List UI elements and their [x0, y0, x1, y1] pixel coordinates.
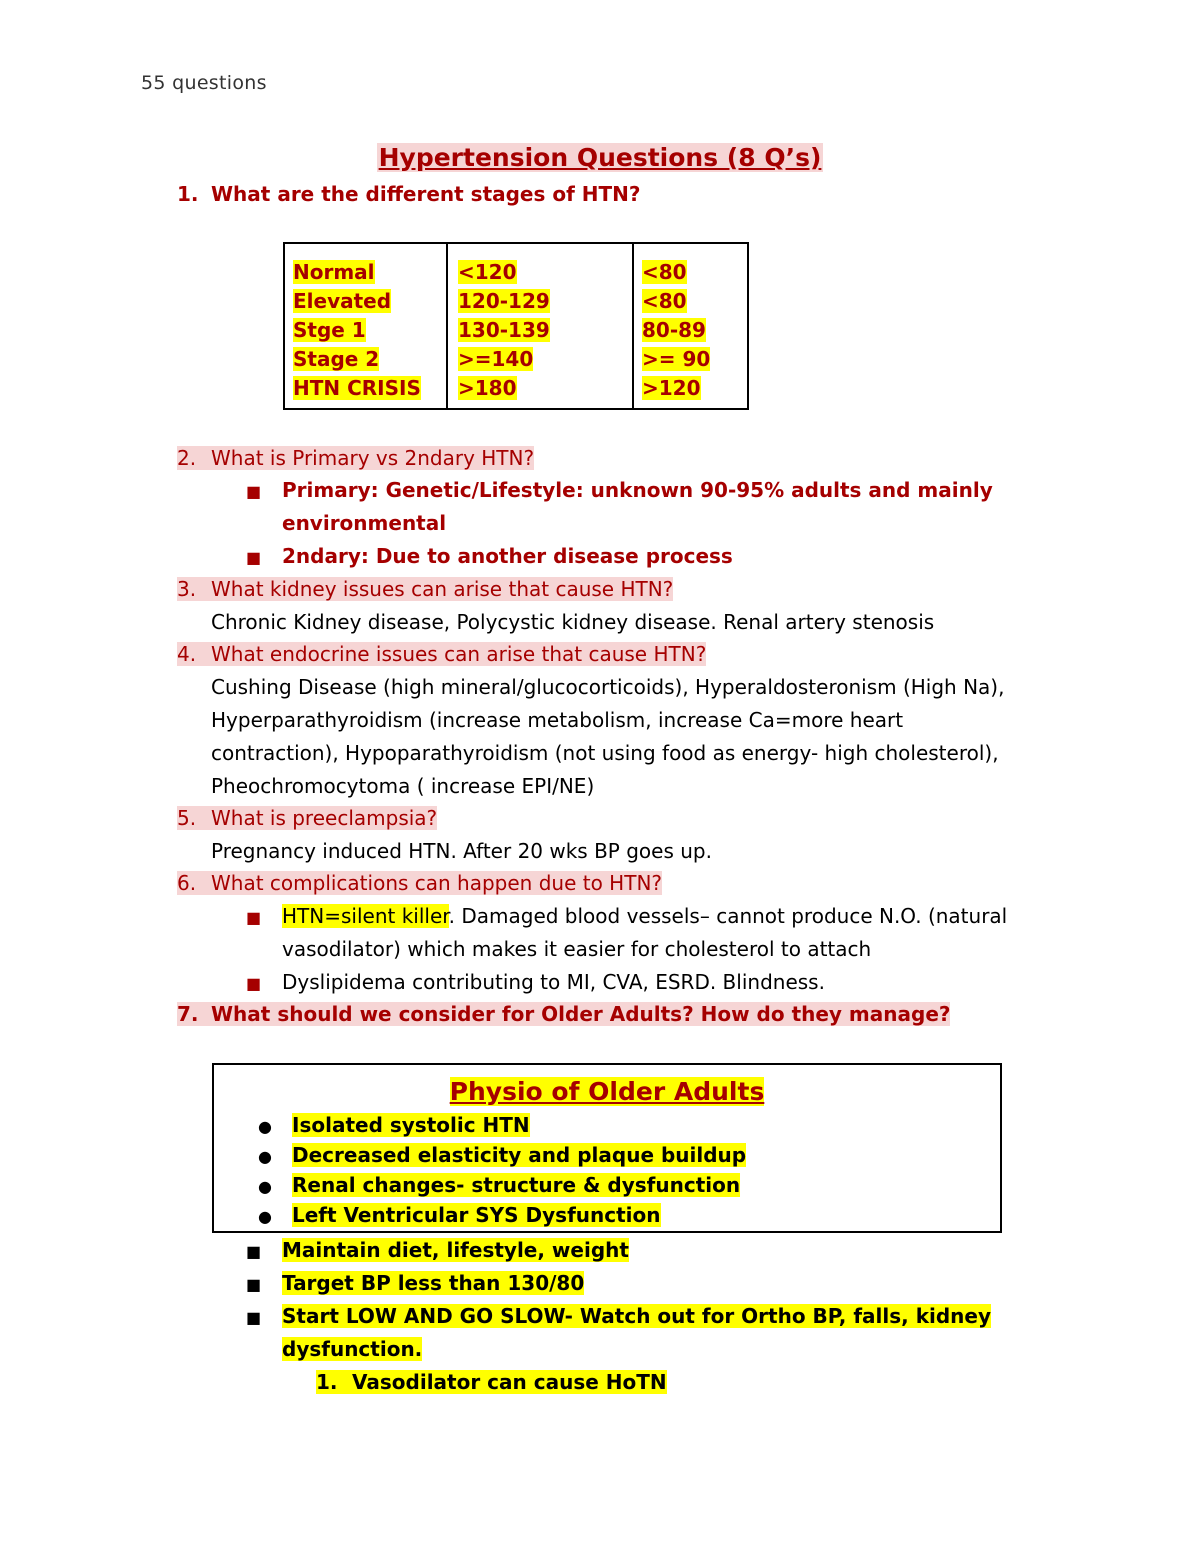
question-number: 5. — [177, 806, 211, 830]
square-bullet-icon: ■ — [246, 482, 262, 501]
bullet-text: Primary: Genetic/Lifestyle: unknown 90-95% adults and mainly — [282, 478, 993, 502]
list-item — [258, 1141, 746, 1171]
list-item — [258, 1171, 746, 1201]
systolic-column — [448, 244, 634, 408]
bullet-text: Maintain diet, lifestyle, weight — [282, 1238, 629, 1262]
question-1 — [177, 182, 641, 206]
question-number: 3. — [177, 577, 211, 601]
sub-list-number: 1. — [316, 1370, 352, 1394]
bullet-item — [246, 1238, 629, 1262]
question-number: 2. — [177, 446, 211, 470]
list-item-text: Decreased elasticity and plaque buildup — [292, 1143, 747, 1167]
bullet-continuation: environmental — [282, 511, 447, 535]
list-item-text: Renal changes- structure & dysfunction — [292, 1173, 741, 1197]
table-cell: <80 — [642, 289, 687, 313]
bullet-item — [246, 1304, 991, 1328]
bullet-item — [246, 478, 993, 502]
square-bullet-icon: ■ — [246, 908, 262, 927]
question-2 — [177, 446, 534, 470]
question-4 — [177, 642, 706, 666]
square-bullet-icon: ■ — [246, 974, 262, 993]
physio-title — [214, 1077, 1000, 1106]
question-text: What kidney issues can arise that cause HTN? — [211, 577, 674, 601]
bullet-dot-icon: ● — [258, 1207, 272, 1226]
physio-title-text: Physio of Older Adults — [449, 1077, 765, 1106]
bullet-dot-icon: ● — [258, 1177, 272, 1196]
table-cell: 80-89 — [642, 318, 706, 342]
table-cell: >180 — [458, 376, 517, 400]
bullet-text: Dyslipidema contributing to MI, CVA, ESRD. Blindness. — [282, 970, 825, 994]
list-item-text: Isolated systolic HTN — [292, 1113, 530, 1137]
table-cell: >120 — [642, 376, 701, 400]
answer-line: Cushing Disease (high mineral/glucocorticoids), Hyperaldosteronism (High Na), — [211, 675, 1005, 699]
question-number: 1. — [177, 182, 199, 206]
table-cell: <120 — [458, 260, 517, 284]
question-text: What should we consider for Older Adults? How do they manage? — [211, 1002, 951, 1026]
square-bullet-icon: ■ — [246, 1308, 262, 1327]
bullet-item — [246, 970, 825, 994]
list-item — [258, 1201, 746, 1231]
square-bullet-icon: ■ — [246, 1242, 262, 1261]
answer-line: contraction), Hypoparathyroidism (not using food as energy- high cholesterol), — [211, 741, 999, 765]
question-number: 7. — [177, 1002, 211, 1026]
bullet-continuation: vasodilator) which makes it easier for cholesterol to attach — [282, 937, 872, 961]
question-number: 4. — [177, 642, 211, 666]
table-cell: Normal — [293, 260, 375, 284]
question-number: 6. — [177, 871, 211, 895]
list-item — [258, 1111, 746, 1141]
page-title-text: Hypertension Questions (8 Q’s) — [378, 143, 822, 172]
page-header: 55 questions — [141, 72, 267, 94]
table-cell: Stage 2 — [293, 347, 380, 371]
bullet-item — [246, 1271, 584, 1295]
bullet-text: Start LOW AND GO SLOW- Watch out for Ortho BP, falls, kidney — [282, 1304, 992, 1328]
table-cell: 120-129 — [458, 289, 550, 313]
bullet-text: Target BP less than 130/80 — [282, 1271, 585, 1295]
physio-box — [212, 1063, 1002, 1233]
bullet-item — [246, 544, 733, 568]
question-text: What are the different stages of HTN? — [211, 182, 641, 206]
question-text: What endocrine issues can arise that cause HTN? — [211, 642, 707, 666]
answer-line: Hyperparathyroidism (increase metabolism, increase Ca=more heart — [211, 708, 904, 732]
table-cell: >= 90 — [642, 347, 711, 371]
bullet-text: 2ndary: Due to another disease process — [282, 544, 733, 568]
question-3 — [177, 577, 673, 601]
question-7 — [177, 1002, 950, 1026]
table-cell: >=140 — [458, 347, 534, 371]
physio-list — [258, 1111, 746, 1231]
bp-stages-table — [283, 242, 749, 410]
highlighted-text: HTN=silent killer — [282, 904, 449, 928]
list-item-text: Left Ventricular SYS Dysfunction — [292, 1203, 661, 1227]
sub-list-item — [316, 1370, 667, 1394]
bullet-item — [246, 904, 1007, 928]
square-bullet-icon: ■ — [246, 1275, 262, 1294]
page-title — [0, 143, 1200, 172]
question-text: What is preeclampsia? — [211, 806, 438, 830]
bullet-continuation — [282, 1337, 422, 1361]
table-cell: Stge 1 — [293, 318, 366, 342]
answer-text: Pregnancy induced HTN. After 20 wks BP goes up. — [211, 839, 712, 863]
table-cell: <80 — [642, 260, 687, 284]
answer-line: Pheochromocytoma ( increase EPI/NE) — [211, 774, 595, 798]
sub-list-text: Vasodilator can cause HoTN — [352, 1370, 667, 1394]
question-text: What is Primary vs 2ndary HTN? — [211, 446, 535, 470]
question-text: What complications can happen due to HTN? — [211, 871, 663, 895]
answer-text: Chronic Kidney disease, Polycystic kidney disease. Renal artery stenosis — [211, 610, 935, 634]
bullet-dot-icon: ● — [258, 1147, 272, 1166]
diastolic-column — [634, 244, 747, 408]
stage-column — [285, 244, 448, 408]
table-cell: Elevated — [293, 289, 392, 313]
question-5 — [177, 806, 437, 830]
bullet-text: . Damaged blood vessels– cannot produce N.O. (natural — [448, 904, 1008, 928]
question-6 — [177, 871, 662, 895]
table-cell: 130-139 — [458, 318, 550, 342]
bullet-dot-icon: ● — [258, 1117, 272, 1136]
square-bullet-icon: ■ — [246, 548, 262, 567]
bullet-text: dysfunction. — [282, 1337, 423, 1361]
table-cell: HTN CRISIS — [293, 376, 421, 400]
